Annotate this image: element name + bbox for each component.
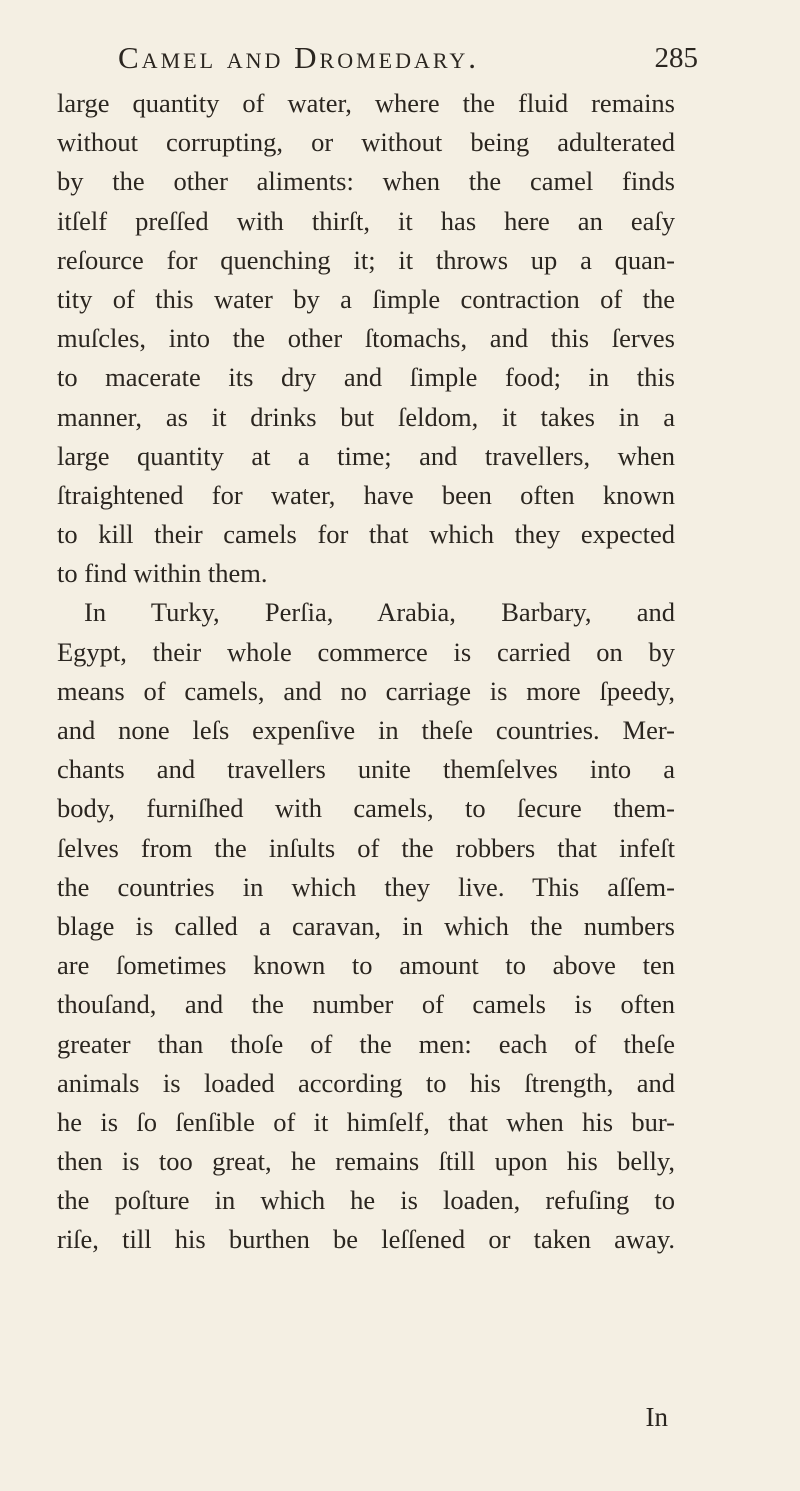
- text-line: means of camels, and no carriage is more ſpeedy,: [57, 675, 675, 706]
- text-line: large quantity at a time; and travellers, when: [57, 440, 675, 471]
- text-line: then is too great, he remains ſtill upon his belly,: [57, 1146, 675, 1177]
- text-line: reſource for quenching it; it throws up a quan-: [57, 244, 675, 275]
- text-line: greater than thoſe of the men: each of theſe: [57, 1028, 675, 1059]
- text-line: manner, as it drinks but ſeldom, it takes in a: [57, 401, 675, 432]
- text-line: blage is called a caravan, in which the numbers: [57, 910, 675, 941]
- body-text: [57, 84, 675, 1260]
- text-line: Egypt, their whole commerce is carried on by: [57, 636, 675, 667]
- text-line: by the other aliments: when the camel finds: [57, 166, 675, 197]
- text-line: he is ſo ſenſible of it himſelf, that when his bur-: [57, 1106, 675, 1137]
- text-line: itſelf preſſed with thirſt, it has here an eaſy: [57, 205, 675, 236]
- text-line: to find within them.: [57, 558, 268, 589]
- text-line: the countries in which they live. This aſſem-: [57, 871, 675, 902]
- text-line: animals is loaded according to his ſtrength, and: [57, 1067, 675, 1098]
- text-line: riſe, till his burthen be leſſened or taken away.: [57, 1224, 675, 1255]
- text-line: ſtraightened for water, have been often known: [57, 479, 675, 510]
- text-line: body, furniſhed with camels, to ſecure them-: [57, 793, 675, 824]
- running-title: Camel and Dromedary.: [118, 40, 479, 75]
- text-line: are ſometimes known to amount to above ten: [57, 950, 675, 981]
- page-number: 285: [654, 42, 698, 74]
- text-line: to kill their camels for that which they expected: [57, 519, 675, 550]
- text-line: to macerate its dry and ſimple food; in this: [57, 362, 675, 393]
- text-line: tity of this water by a ſimple contraction of the: [57, 283, 675, 314]
- catchword: In: [645, 1402, 668, 1432]
- text-line: large quantity of water, where the fluid remains: [57, 88, 675, 118]
- text-line: thouſand, and the number of camels is often: [57, 989, 675, 1020]
- text-line: and none leſs expenſive in theſe countries. Mer-: [57, 715, 675, 745]
- text-line: chants and travellers unite themſelves into a: [57, 754, 675, 785]
- running-head: [118, 40, 698, 80]
- text-line: the poſture in which he is loaden, refuſing to: [57, 1185, 675, 1216]
- text-line: ſelves from the inſults of the robbers that infeſt: [57, 832, 675, 863]
- paragraph-start-line: In Turky, Perſia, Arabia, Barbary, and: [84, 597, 675, 628]
- text-line: without corrupting, or without being adulterated: [57, 127, 675, 158]
- text-line: muſcles, into the other ſtomachs, and this ſerves: [57, 323, 675, 354]
